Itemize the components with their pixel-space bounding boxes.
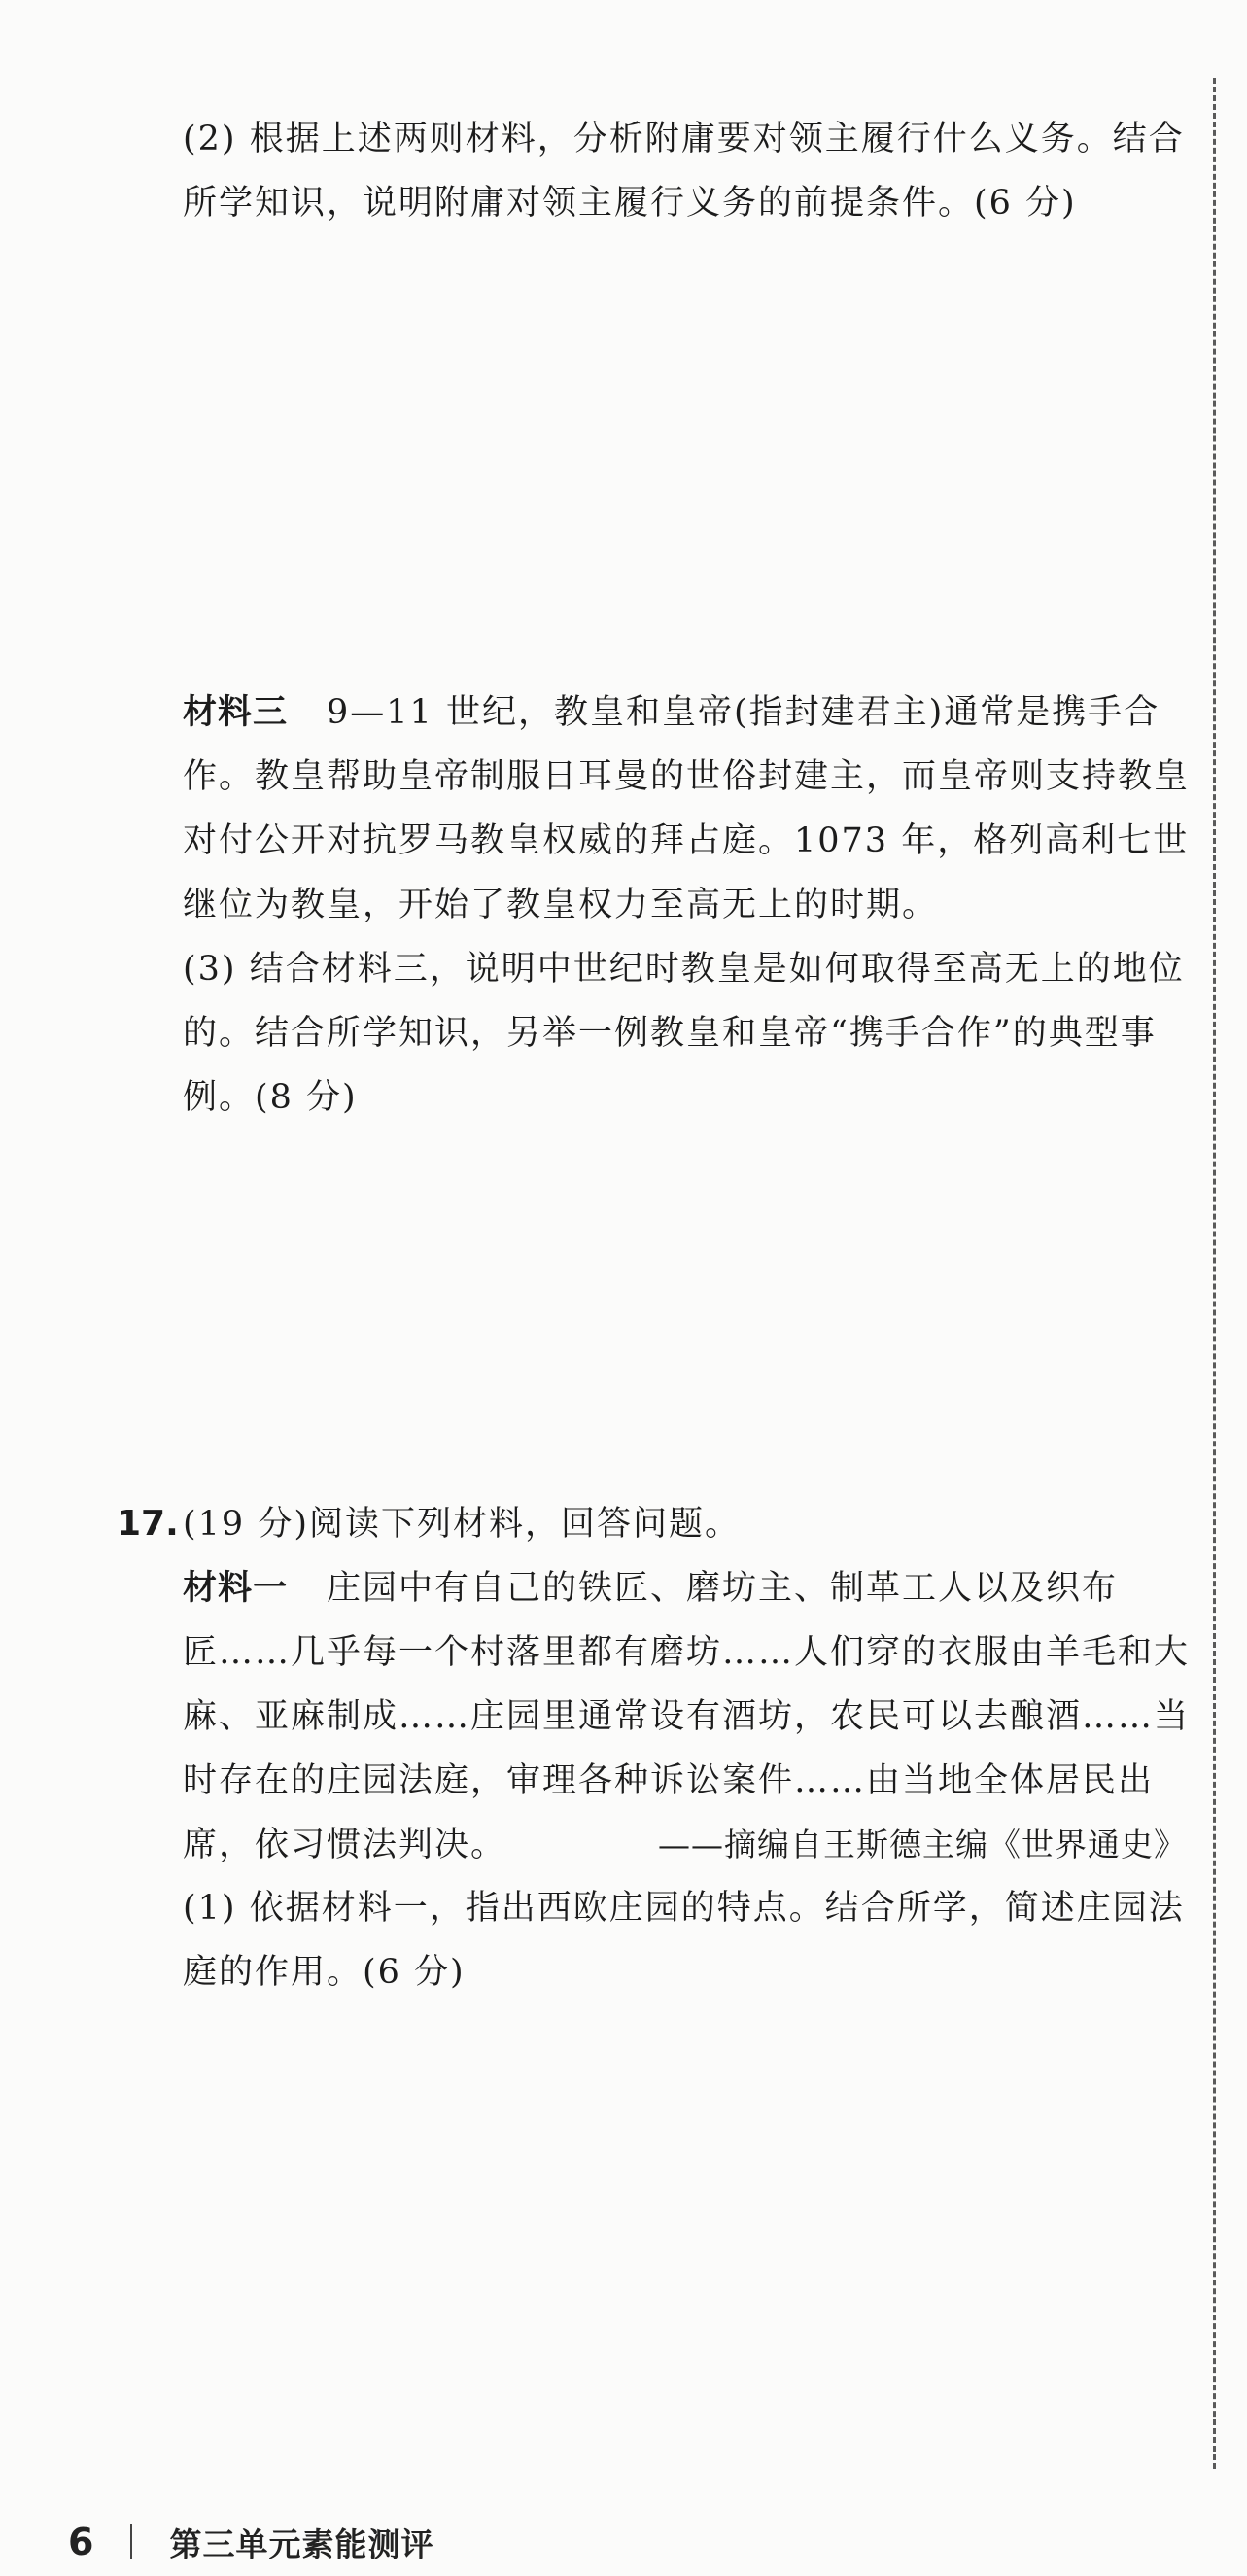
material-1-source: ——摘编自王斯德主编《世界通史》 xyxy=(658,1826,1187,1863)
question-17-number: 17. xyxy=(117,1504,179,1544)
material-1-label: 材料一 xyxy=(183,1569,289,1608)
question-16-part-2: (2) 根据上述两则材料，分析附庸要对领主履行什么义务。结合所学知识，说明附庸对领主履行义务的前提条件。(6 分) xyxy=(183,120,1185,223)
page-number: 6 xyxy=(68,2521,94,2563)
question-16-part-3: (3) 结合材料三，说明中世纪时教皇是如何取得至高无上的地位的。结合所学知识，另举一例教皇和皇帝“携手合作”的典型事例。(8 分) xyxy=(183,950,1185,1117)
unit-title: 第三单元素能测评 xyxy=(169,2524,434,2563)
cut-line-divider xyxy=(1213,78,1216,2469)
page-footer xyxy=(68,2518,433,2566)
question-17-part-1: (1) 依据材料一，指出西欧庄园的特点。结合所学，简述庄园法庭的作用。(6 分) xyxy=(183,1889,1185,1992)
material-3 xyxy=(183,680,1194,937)
material-3-text: 9—11 世纪，教皇和皇帝(指封建君主)通常是携手合作。教皇帮助皇帝制服日耳曼的世俗封建主，而皇帝则支持教皇对付公开对抗罗马教皇权威的拜占庭。1073 年，格列高利七世继位为教皇，开始了教皇权力至高无上的时期。 xyxy=(183,693,1191,924)
material-1-text: 庄园中有自己的铁匠、磨坊主、制革工人以及织布匠……几乎每一个村落里都有磨坊……人们穿的衣服由羊毛和大麻、亚麻制成……庄园里通常设有酒坊，农民可以去酿酒……当时存在的庄园法庭，审理各种诉讼案件……由当地全体居民出席，依习惯法判决。 xyxy=(183,1569,1191,1864)
question-17-intro: (19 分)阅读下列材料，回答问题。 xyxy=(183,1505,741,1544)
material-3-label: 材料三 xyxy=(183,693,289,732)
footer-divider xyxy=(130,2524,132,2559)
